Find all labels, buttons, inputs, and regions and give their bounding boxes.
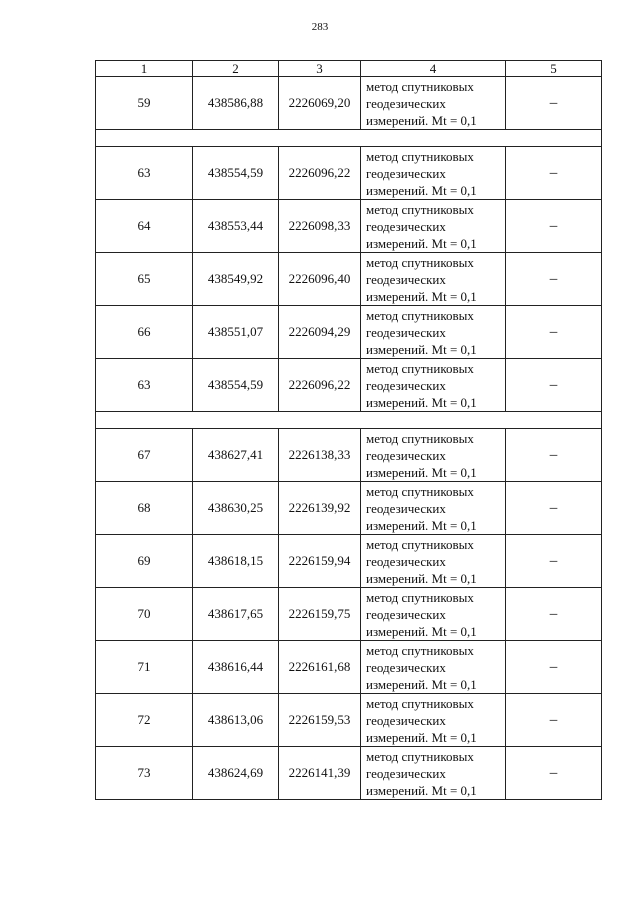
y-coordinate-cell: 2226159,94 — [279, 535, 361, 588]
separator-cell — [96, 130, 602, 147]
method-cell: метод спутниковых геодезических измерений. Mt = 0,1 — [361, 694, 506, 747]
y-coordinate-cell: 2226138,33 — [279, 429, 361, 482]
note-cell: – — [506, 535, 602, 588]
point-number-cell: 72 — [96, 694, 193, 747]
method-cell: метод спутниковых геодезических измерений. Mt = 0,1 — [361, 147, 506, 200]
y-coordinate-cell: 2226096,22 — [279, 147, 361, 200]
note-cell: – — [506, 147, 602, 200]
note-cell: – — [506, 359, 602, 412]
note-cell: – — [506, 588, 602, 641]
x-coordinate-cell: 438554,59 — [193, 359, 279, 412]
x-coordinate-cell: 438553,44 — [193, 200, 279, 253]
note-cell: – — [506, 482, 602, 535]
table-body — [96, 61, 602, 800]
table-row — [96, 359, 602, 412]
x-coordinate-cell: 438624,69 — [193, 747, 279, 800]
point-number-cell: 66 — [96, 306, 193, 359]
point-number-cell: 68 — [96, 482, 193, 535]
x-coordinate-cell: 438616,44 — [193, 641, 279, 694]
y-coordinate-cell: 2226159,53 — [279, 694, 361, 747]
point-number-cell: 64 — [96, 200, 193, 253]
point-number-cell: 71 — [96, 641, 193, 694]
x-coordinate-cell: 438627,41 — [193, 429, 279, 482]
x-coordinate-cell: 438586,88 — [193, 77, 279, 130]
point-number-cell: 69 — [96, 535, 193, 588]
x-coordinate-cell: 438617,65 — [193, 588, 279, 641]
method-cell: метод спутниковых геодезических измерений. Mt = 0,1 — [361, 535, 506, 588]
table-row — [96, 429, 602, 482]
note-cell: – — [506, 200, 602, 253]
table-row — [96, 694, 602, 747]
point-number-cell: 63 — [96, 359, 193, 412]
x-coordinate-cell: 438551,07 — [193, 306, 279, 359]
table-row — [96, 147, 602, 200]
table-row — [96, 535, 602, 588]
note-cell: – — [506, 641, 602, 694]
point-number-cell: 65 — [96, 253, 193, 306]
table-row — [96, 253, 602, 306]
table-header-row — [96, 61, 602, 77]
y-coordinate-cell: 2226139,92 — [279, 482, 361, 535]
point-number-cell: 63 — [96, 147, 193, 200]
table-row — [96, 306, 602, 359]
note-cell: – — [506, 77, 602, 130]
note-cell: – — [506, 253, 602, 306]
table-separator-row — [96, 412, 602, 429]
method-cell: метод спутниковых геодезических измерений. Mt = 0,1 — [361, 200, 506, 253]
note-cell: – — [506, 306, 602, 359]
method-cell: метод спутниковых геодезических измерений. Mt = 0,1 — [361, 429, 506, 482]
method-cell: метод спутниковых геодезических измерений. Mt = 0,1 — [361, 77, 506, 130]
point-number-cell: 70 — [96, 588, 193, 641]
coordinates-table — [95, 60, 602, 800]
y-coordinate-cell: 2226159,75 — [279, 588, 361, 641]
method-cell: метод спутниковых геодезических измерений. Mt = 0,1 — [361, 482, 506, 535]
x-coordinate-cell: 438549,92 — [193, 253, 279, 306]
method-cell: метод спутниковых геодезических измерений. Mt = 0,1 — [361, 306, 506, 359]
header-cell-3: 3 — [279, 61, 361, 77]
y-coordinate-cell: 2226069,20 — [279, 77, 361, 130]
table-row — [96, 77, 602, 130]
table-separator-row — [96, 130, 602, 147]
table-row — [96, 747, 602, 800]
y-coordinate-cell: 2226094,29 — [279, 306, 361, 359]
y-coordinate-cell: 2226098,33 — [279, 200, 361, 253]
header-cell-1: 1 — [96, 61, 193, 77]
y-coordinate-cell: 2226096,40 — [279, 253, 361, 306]
x-coordinate-cell: 438554,59 — [193, 147, 279, 200]
header-cell-4: 4 — [361, 61, 506, 77]
table-row — [96, 588, 602, 641]
point-number-cell: 73 — [96, 747, 193, 800]
method-cell: метод спутниковых геодезических измерений. Mt = 0,1 — [361, 359, 506, 412]
header-cell-2: 2 — [193, 61, 279, 77]
method-cell: метод спутниковых геодезических измерений. Mt = 0,1 — [361, 253, 506, 306]
method-cell: метод спутниковых геодезических измерений. Mt = 0,1 — [361, 641, 506, 694]
method-cell: метод спутниковых геодезических измерений. Mt = 0,1 — [361, 588, 506, 641]
page-number: 283 — [311, 21, 329, 33]
point-number-cell: 67 — [96, 429, 193, 482]
point-number-cell: 59 — [96, 77, 193, 130]
table-row — [96, 641, 602, 694]
x-coordinate-cell: 438618,15 — [193, 535, 279, 588]
method-cell: метод спутниковых геодезических измерений. Mt = 0,1 — [361, 747, 506, 800]
y-coordinate-cell: 2226161,68 — [279, 641, 361, 694]
y-coordinate-cell: 2226141,39 — [279, 747, 361, 800]
y-coordinate-cell: 2226096,22 — [279, 359, 361, 412]
note-cell: – — [506, 694, 602, 747]
note-cell: – — [506, 429, 602, 482]
table-row — [96, 482, 602, 535]
separator-cell — [96, 412, 602, 429]
x-coordinate-cell: 438630,25 — [193, 482, 279, 535]
header-cell-5: 5 — [506, 61, 602, 77]
x-coordinate-cell: 438613,06 — [193, 694, 279, 747]
note-cell: – — [506, 747, 602, 800]
table-row — [96, 200, 602, 253]
